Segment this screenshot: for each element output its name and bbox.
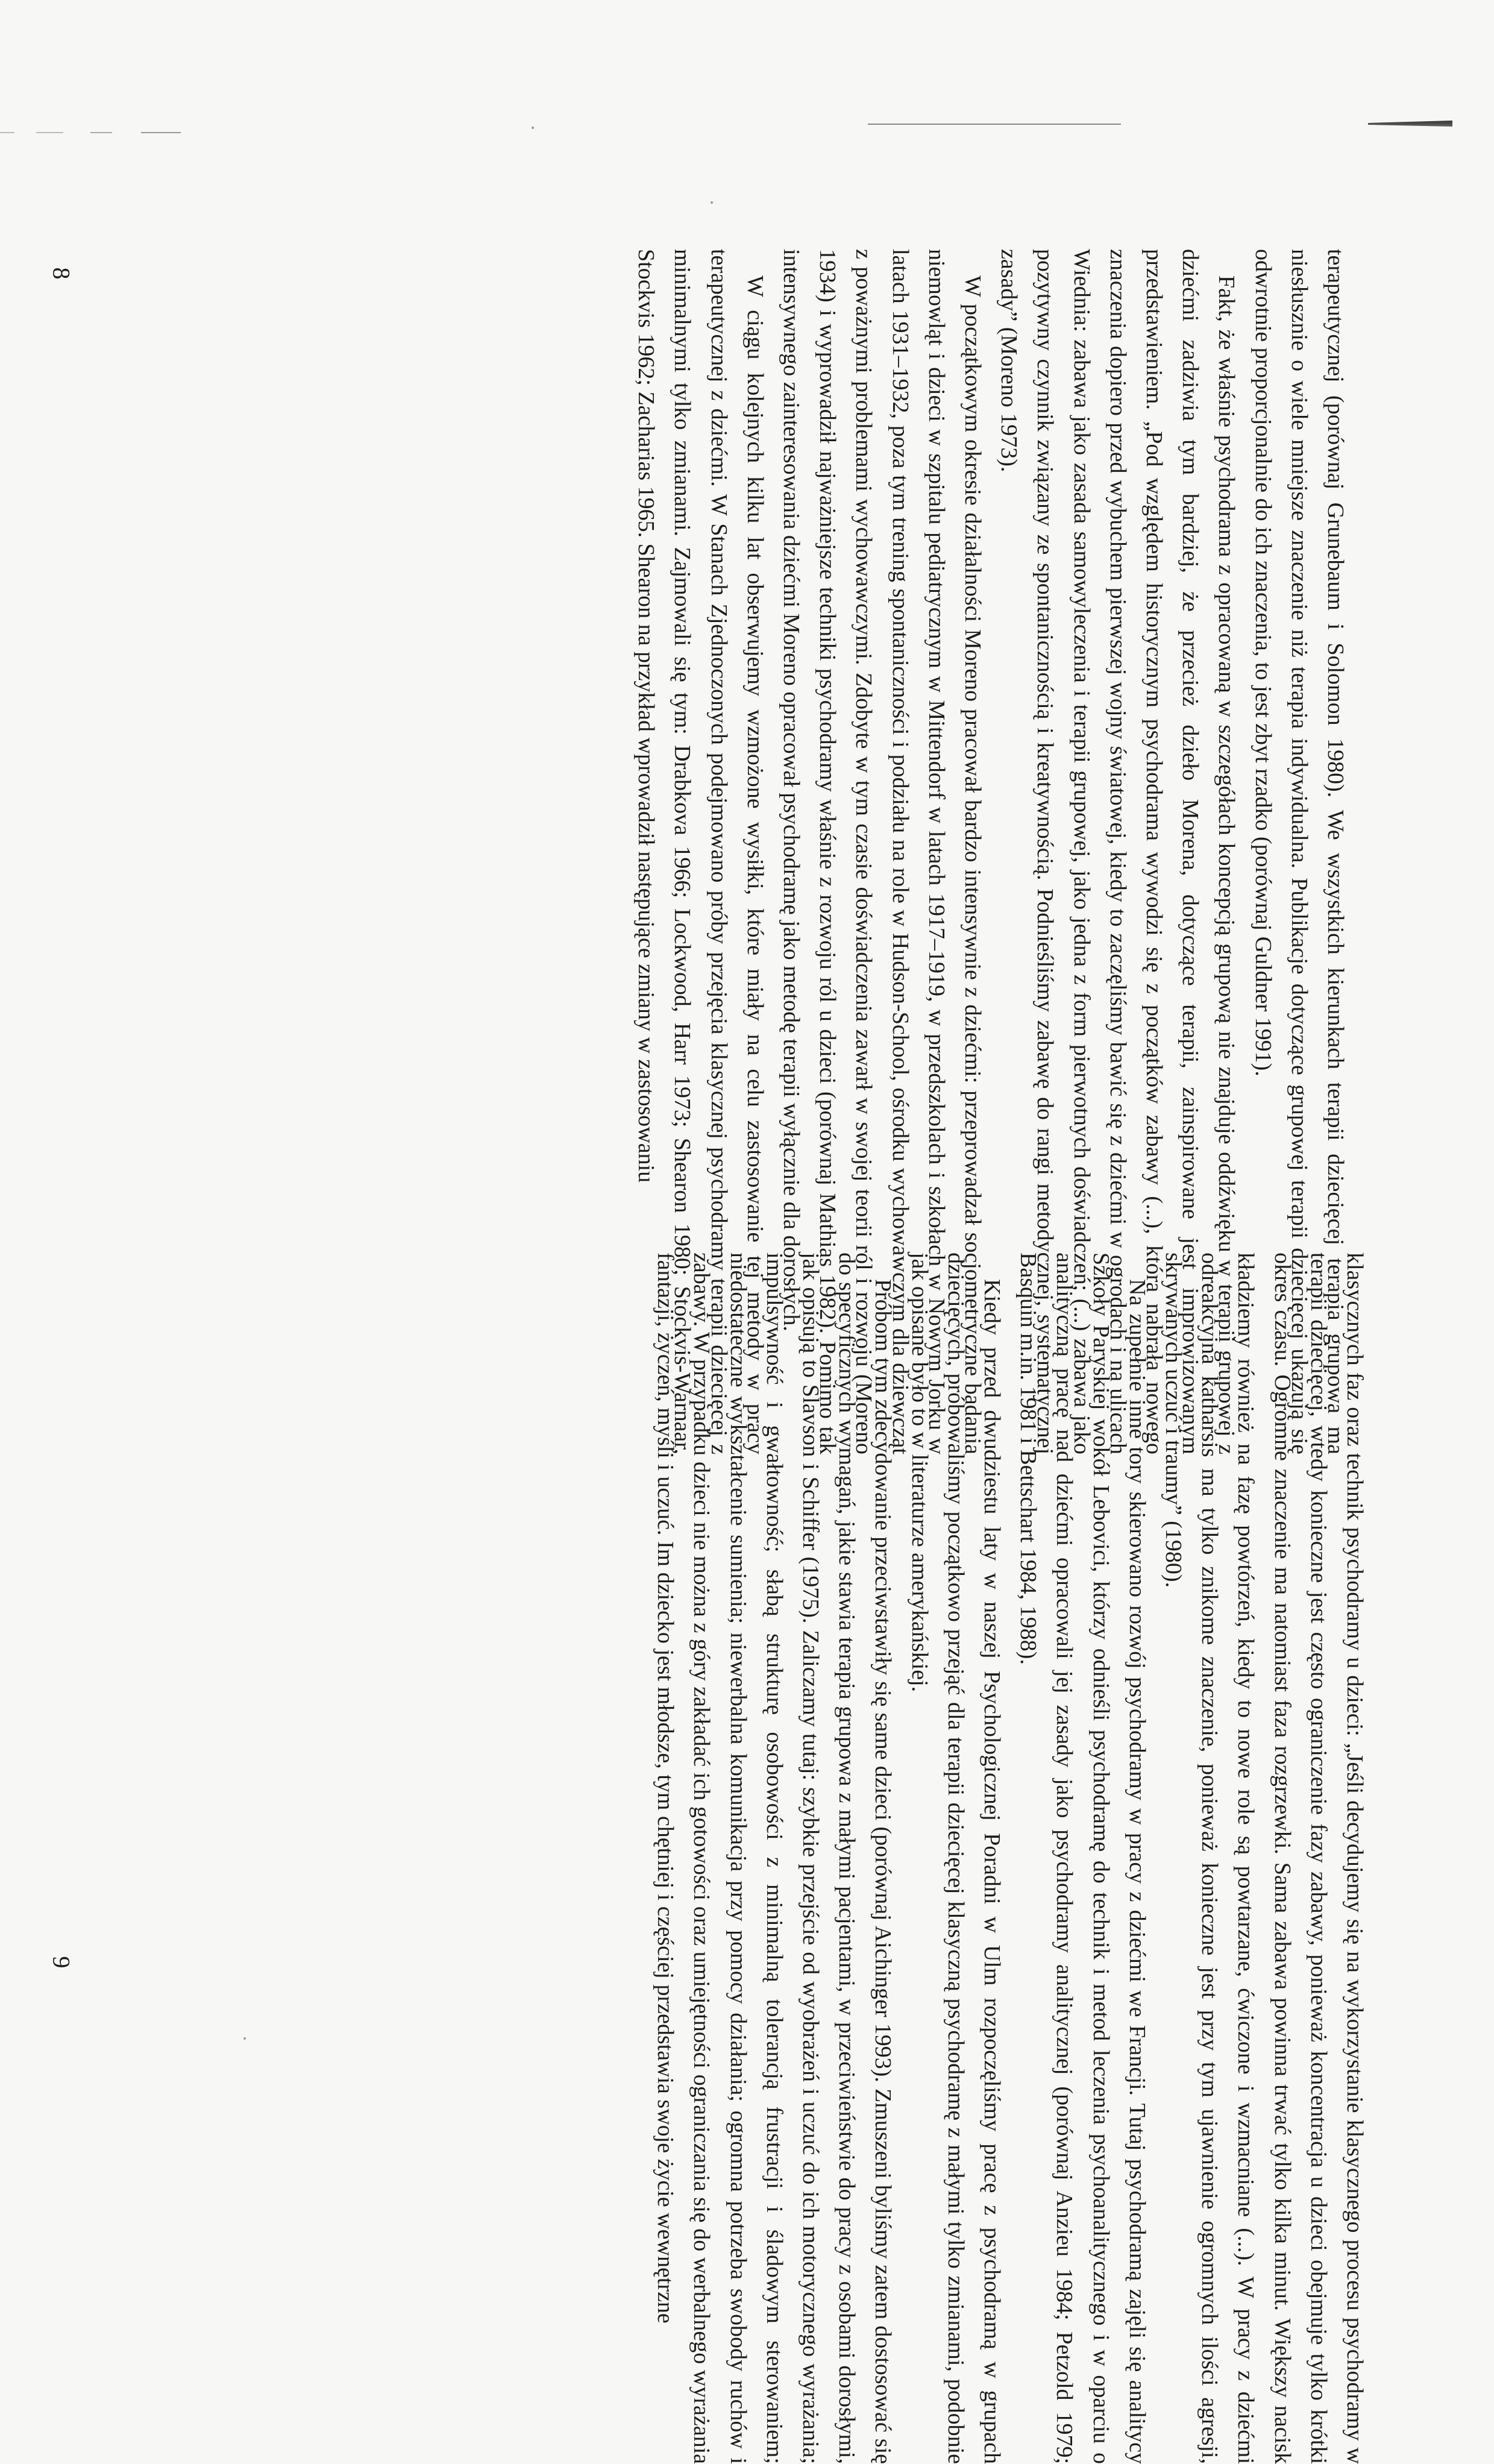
scan-speck: [711, 201, 713, 204]
paragraph: klasycznych faz oraz technik psychodramy u dzieci: „Jeśli decydujemy się na wykorzystanie klasycznego procesu psychodramy w terapii dziecięcej, wtedy konieczne jest często ograniczenie fazy zabawy, ponieważ koncentracja u dzieci obejmuje tylko krótki okres czasu. Ogromne znaczenie ma natomiast faza rozgrzewki. Sama zabawa powinna trwać tylko kilka minut. Większy nacisk kładziemy również na fazę powtórzeń, kiedy to nowe role są powtarzane, ćwiczone i wzmacniane (...). W pracy z dziećmi odreakcyjna katharsis ma tylko znikome znaczenie, ponieważ konieczne jest przy tym ujawnienie ogromnych ilości agresji, skrywanych uczuć i traumy” (1980).: [1160, 1252, 1367, 2464]
scan-speck: [532, 127, 534, 129]
paragraph: Próbom tym zdecydowanie przeciwstawiły się same dzieci (porównaj Aichinger 1993). Zmuszeni byliśmy zatem dostosować się do specyficznych wymagań, jakie stawia terapia grupowa z małymi pacjentami, w przeciwieństwie do pracy z osobami dorosłymi, jak opisują to Slavson i Schiffer (1975). Zaliczamy tutaj: szybkie przejście od wyobrażeń i uczuć do ich motorycznego wyrażania; impulsywność i gwałtowność; słabą strukturę osobowości z minimalną tolerancją frustracji i śladowym sterowaniem; niedostateczne wykształcenie sumienia; niewerbalna komunikacja przy pomocy działania; ogromna potrzeba swobody ruchów i zabawy. W przypadku dzieci nie można z góry zakładać ich gotowości oraz umiejętności ograniczania się do werbalnego wyrażania fantazji, życzeń, myśli i uczuć. Im dziecko jest młodsze, tym chętniej i częściej przedstawia swoje życie wewnętrzne: [653, 1252, 896, 2464]
scan-edge-mark: [0, 132, 181, 133]
paragraph: terapeutycznej (porównaj Grunebaum i Solomon 1980). We wszystkich kierunkach terapii dziecięcej terapia grupowa ma niesłusznie o wiele mniejsze znaczenie niż terapia indywidualna. Publikacje dotyczące grupowej terapii dziecięcej ukazują się odwrotnie proporcjonalnie do ich znaczenia, to jest zbyt rzadko (porównaj Guldner 1991).: [1250, 249, 1348, 1454]
page-number: 8: [48, 267, 75, 280]
scan-edge-mark: [868, 124, 1121, 125]
scan-edge-mark: [1368, 121, 1452, 127]
paragraph: Fakt, że właśnie psychodrama z opracowaną w szczegółach koncepcją grupową nie znajduje oddźwięku w terapii grupowej z dziećmi zadziwia tym bardziej, że przecież dzieło Morena, dotyczące terapii, zainspirowane jest improwizowanym przedstawieniem. „Pod względem historycznym psychodrama wywodzi się z początków zabawy (...), która nabrała nowego znaczenia dopiero przed wybuchem pierwszej wojny światowej, kiedy to zaczęliśmy bawić się z dziećmi w ogrodach i na ulicach Wiednia: zabawa jako zasada samowyleczenia i terapii grupowej, jako jedna z form pierwotnych doświadczeń; (...) zabawa jako pozytywny czynnik związany ze spontanicznością i kreatywnością. Podnieśliśmy zabawę do rangi metodycznej, systematycznej zasady” (Moreno 1973).: [996, 249, 1240, 1454]
paragraph: W początkowym okresie działalności Moreno pracował bardzo intensywnie z dziećmi: przeprowadzał socjometryczne badania niemowląt i dzieci w szpitalu pediatrycznym w Mittendorf w latach 1917–1919, w przedszkolach i szkołach w Nowym Jorku w latach 1931–1932, poza tym trening spontaniczności i podziału na role w Hudson-School, ośrodku wychowawczym dla dziewcząt z poważnymi problemami wychowawczymi. Zdobyte w tym czasie doświadczenia zawarł w swojej teorii ról i rozwoju (Moreno 1934) i wyprowadził najważniejsze techniki psychodramy właśnie z rozwoju ról u dzieci (porównaj Mathias 1982). Pomimo tak intensywnego zainteresowania dziećmi Moreno opracował psychodramę jako metodę terapii wyłącznie dla dorosłych.: [778, 249, 985, 1454]
paragraph: W ciągu kolejnych kilku lat obserwujemy wzmożone wysiłki, które miały na celu zastosowanie tej metody w pracy terapeutycznej z dziećmi. W Stanach Zjednoczonych podejmowano próby przejęcia klasycznej psychodramy terapii dziecięcej z minimalnymi tylko zmianami. Zajmowali się tym: Drabkova 1966; Lockwood, Harr 1973; Shearon 1980; Stockvis-Warnaar, Stockvis 1962; Zacharias 1965. Shearon na przykład wprowadził następujące zmiany w zastosowaniu: [633, 249, 768, 1454]
right-page-text: [647, 1252, 1373, 2464]
paragraph: Na zupełnie inne tory skierowano rozwój psychodramy w pracy z dziećmi we Francji. Tutaj psychodramą zajęli się analitycy Szkoły Paryskiej wokół Lebovici, którzy odnieśli psychodramę do technik i metod leczenia psychoanalitycznego i w oparciu o analityczną pracę nad dziećmi opracowali jej zasady jako psychodramy analitycznej (porównaj Anzieu 1984; Petzold 1979; Basquin m.in. 1981 i Bettschart 1984, 1988).: [1015, 1252, 1150, 2464]
paragraph: Kiedy przed dwudziestu laty w naszej Psychologicznej Poradni w Ulm rozpoczęliśmy pracę z psychodramą w grupach dziecięcych, próbowaliśmy początkowo przejąć dla terapii dziecięcej klasyczną psychodramę z małymi tylko zmianami, podobnie jak opisane było to w literaturze amerykańskiej.: [906, 1252, 1005, 2464]
scan-speck: [243, 2037, 246, 2040]
page-number: 9: [48, 1956, 75, 1969]
